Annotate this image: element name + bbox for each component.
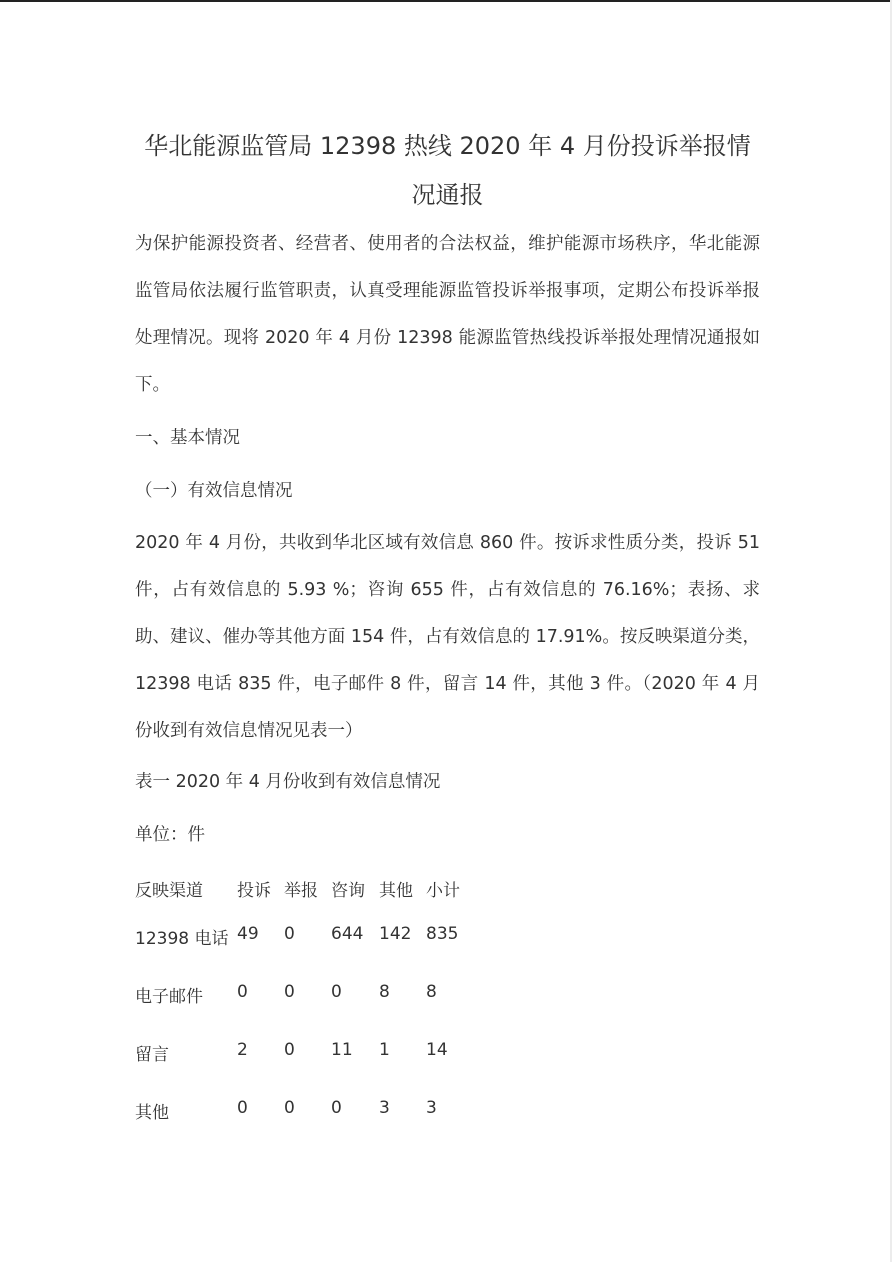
document-title: 华北能源监管局 12398 热线 2020 年 4 月份投诉举报情况通报 (144, 132, 751, 209)
table-caption: 表一 2020 年 4 月份收到有效信息情况 (135, 772, 441, 792)
table-cell: 0 (331, 982, 342, 1002)
table-cell: 11 (331, 1040, 353, 1060)
page-top-border (0, 0, 892, 2)
table-cell: 142 (379, 924, 412, 944)
table-cell: 0 (331, 1098, 342, 1118)
section-heading: 一、基本情况 (135, 428, 240, 448)
table-cell: 0 (284, 1098, 295, 1118)
table-cell: 8 (379, 982, 390, 1002)
header-cell: 反映渠道 (135, 881, 203, 901)
row-label: 留言 (135, 1045, 169, 1065)
table-cell: 49 (237, 924, 259, 944)
table-cell: 2 (237, 1040, 248, 1060)
table-cell: 14 (426, 1040, 448, 1060)
subsection-heading: （一）有效信息情况 (135, 481, 293, 501)
table-cell: 1 (379, 1040, 390, 1060)
table-cell: 3 (426, 1098, 437, 1118)
header-cell: 投诉 (237, 881, 271, 901)
unit-label: 单位：件 (135, 825, 205, 845)
header-cell: 其他 (379, 881, 413, 901)
body-paragraph: 2020 年 4 月份，共收到华北区域有效信息 860 件。按诉求性质分类，投诉 51 件，占有效信息的 5.93 %；咨询 655 件，占有效信息的 76.16%；表扬、求助、建议、催办等其他方面 154 件，占有效信息的 17.91%。按反映渠道分类，12398 电话 835 件，电子邮件 8 件，留言 14 件，其他 3 件。（2020 年 4 月份收到有效信息情况见表一） (135, 533, 760, 741)
table-cell: 0 (284, 1040, 295, 1060)
table-cell: 0 (237, 1098, 248, 1118)
header-cell: 举报 (284, 881, 318, 901)
table-cell: 835 (426, 924, 459, 944)
row-label: 电子邮件 (135, 987, 203, 1007)
header-cell: 小计 (426, 881, 460, 901)
header-cell: 咨询 (331, 881, 365, 901)
intro-paragraph: 为保护能源投资者、经营者、使用者的合法权益，维护能源市场秩序，华北能源监管局依法履行监管职责，认真受理能源监管投诉举报事项，定期公布投诉举报处理情况。现将 2020 年 4 月份 12398 能源监管热线投诉举报处理情况通报如下。 (135, 234, 760, 395)
table-cell: 644 (331, 924, 364, 944)
table-cell: 0 (284, 924, 295, 944)
table-cell: 3 (379, 1098, 390, 1118)
row-label: 其他 (135, 1103, 169, 1123)
table-cell: 0 (237, 982, 248, 1002)
table-cell: 8 (426, 982, 437, 1002)
row-label: 12398 电话 (135, 929, 229, 949)
table-cell: 0 (284, 982, 295, 1002)
